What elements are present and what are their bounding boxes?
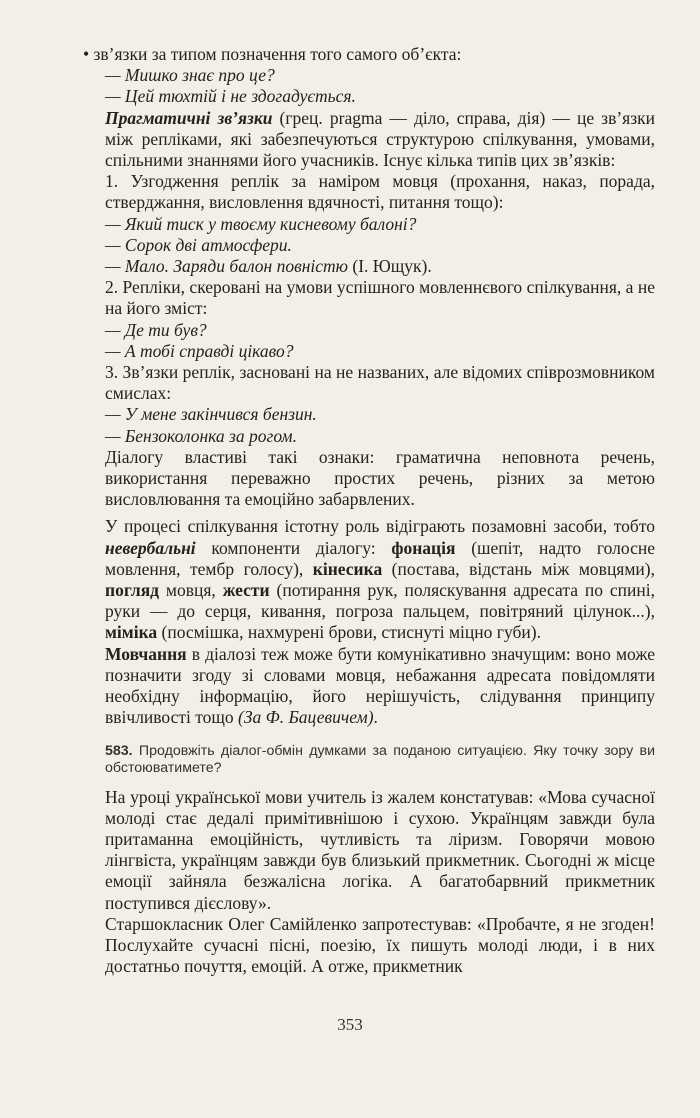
exercise-number: 583. (105, 742, 133, 759)
text: (постава, відстань між мовцями), (382, 558, 655, 579)
example-line: — Мишко знає про це? (105, 65, 275, 86)
term-mimicry: міміка (105, 622, 158, 643)
text: . (373, 707, 378, 728)
page-number: 353 (337, 1015, 363, 1034)
example-line: — У мене закінчився бензин. (105, 404, 317, 425)
type-2: 2. Репліки, скеровані на умови успішного мовленнєвого спілкування, а не на його зміст: (105, 277, 655, 319)
exercise-text: Продовжіть діалог-обмін думками за поданою ситуацією. Яку точку зору ви обстоюватимете? (105, 742, 655, 776)
intro-line: • зв’язки за типом позначення того самого об’єкта: (83, 44, 462, 64)
term-pragmatic: Прагматичні зв’язки (105, 107, 273, 128)
term-gestures: жести (222, 580, 270, 601)
text: компоненти діалогу: (195, 537, 392, 558)
pragmatic-definition (83, 108, 655, 172)
text: (посмішка, нахмурені брови, стиснуті міцно губи). (157, 622, 541, 643)
example-text: — Мало. Заряди балон повністю (105, 256, 348, 277)
type-3: 3. Зв’язки реплік, засновані на не названих, але відомих співрозмовником смислах: (105, 362, 655, 404)
story-paragraph: Старшокласник Олег Самійленко запротестував: «Пробачте, я не згоден! Послухайте сучасні пісні, поезію, їх пишуть молоді люди, і в них достатньо почуття, емоцій. А отже, прикметник (105, 913, 655, 977)
example-line: — А тобі справді цікаво? (105, 340, 294, 361)
text: (шепіт, надто голосне мовлення, тембр голосу), (105, 537, 655, 579)
text: У процесі спілкування істотну роль відіграють позамовні засоби, тобто (105, 516, 655, 537)
nonverbal-paragraph (83, 516, 655, 643)
example-line: — Цей тюхтій і не здогадується. (105, 86, 356, 107)
page-body (83, 44, 655, 977)
term-nonverbal: невербальні (105, 537, 196, 558)
dialog-features: Діалогу властиві такі ознаки: граматична неповнота речень, використання переважно простих речень, різних за метою висловлювання та емоційно забарвлених. (105, 446, 655, 510)
term-phonation: фонація (391, 537, 456, 558)
example-line: — Де ти був? (105, 319, 207, 340)
term-look: погляд (105, 580, 160, 601)
example-line: — Сорок дві атмосфери. (105, 234, 292, 255)
silence-paragraph (83, 644, 655, 729)
type-1: 1. Узгодження реплік за наміром мовця (прохання, наказ, порада, стверджання, висловлення вдячності, питання тощо): (105, 171, 655, 213)
text: (потирання рук, поляскування адресата по спині, руки — до серця, кивання, погроза пальцем, повітряний цілунок...), (105, 580, 655, 622)
text: мовця, (159, 580, 223, 601)
term-silence: Мовчання (105, 643, 187, 664)
term-kinesics: кінесика (312, 558, 383, 579)
text: в діалозі теж може бути комунікативно значущим: воно може позначити згоду зі словами мовця, небажання адресата повідомляти необхідну інформацію, його нерішучість, слідування принципу ввічливості тощо (105, 643, 655, 728)
example-line: — Який тиск у твоєму кисневому балоні? (105, 213, 417, 234)
example-line: — Бензоколонка за рогом. (105, 425, 297, 446)
source-citation: (За Ф. Бацевичем) (238, 707, 374, 728)
example-line (83, 256, 655, 277)
exercise-task (83, 743, 655, 777)
example-source: (І. Ющук). (348, 256, 432, 277)
definition-text: (грец. pragma — діло, справа, дія) — це зв’язки між репліками, які забезпечуються структурою спілкування, умовами, спільними знаннями його учасників. Існує кілька типів цих зв’язків: (105, 107, 656, 171)
story-paragraph: На уроці української мови учитель із жалем констатував: «Мова сучасної молоді стає дедалі примітивнішою і сухою. Українцям завжди була притаманна емоційність, чутливість та ліризм. Говорячи мовою лінгвіста, українцям завжди був близький прикметник. Сьогодні ж місце емоції зайняла безжалісна логіка. А багатобарвний прикметник поступився дієслову». (105, 786, 655, 913)
